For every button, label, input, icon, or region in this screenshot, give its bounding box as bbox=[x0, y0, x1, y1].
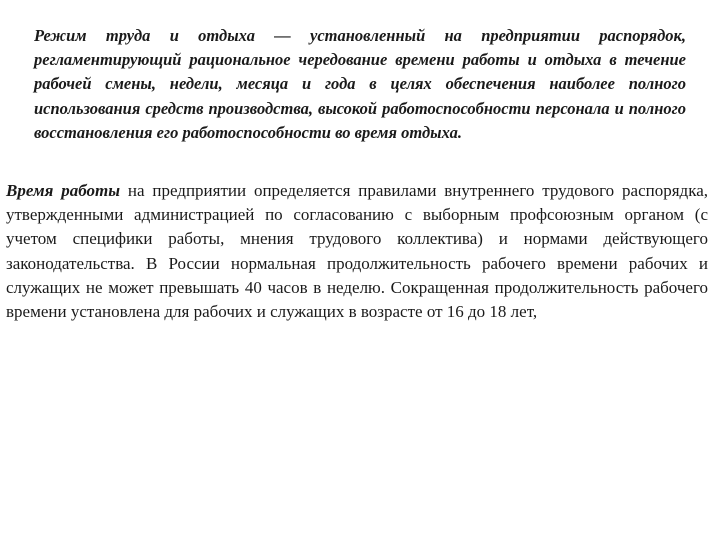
body-paragraph-text: на предприятии определяется правилами внутреннего трудового распорядка, утвержденными администрацией по согласованию с выборным профсоюзным органом (с учетом специфики работы, мнения трудового коллектива) и нормами действующего законодательства. В России нормальная продолжительность рабочего времени рабочих и служащих не может превышать 40 часов в неделю. Сокращенная продолжительность рабочего времени установлена для рабочих и служащих в возрасте от 16 до 18 лет, bbox=[6, 181, 708, 322]
definition-paragraph: Режим труда и отдыха — установленный на предприятии распорядок, регламентирующий рациональное чередование времени работы и отдыха в течение рабочей смены, недели, месяца и года в целях обеспечения наиболее полного использования средств производства, высокой работоспособности персонала и полного восстановления его работоспособности во время отдыха. bbox=[34, 26, 686, 142]
body-paragraph bbox=[6, 179, 708, 324]
term-label: Время работы bbox=[6, 181, 121, 200]
